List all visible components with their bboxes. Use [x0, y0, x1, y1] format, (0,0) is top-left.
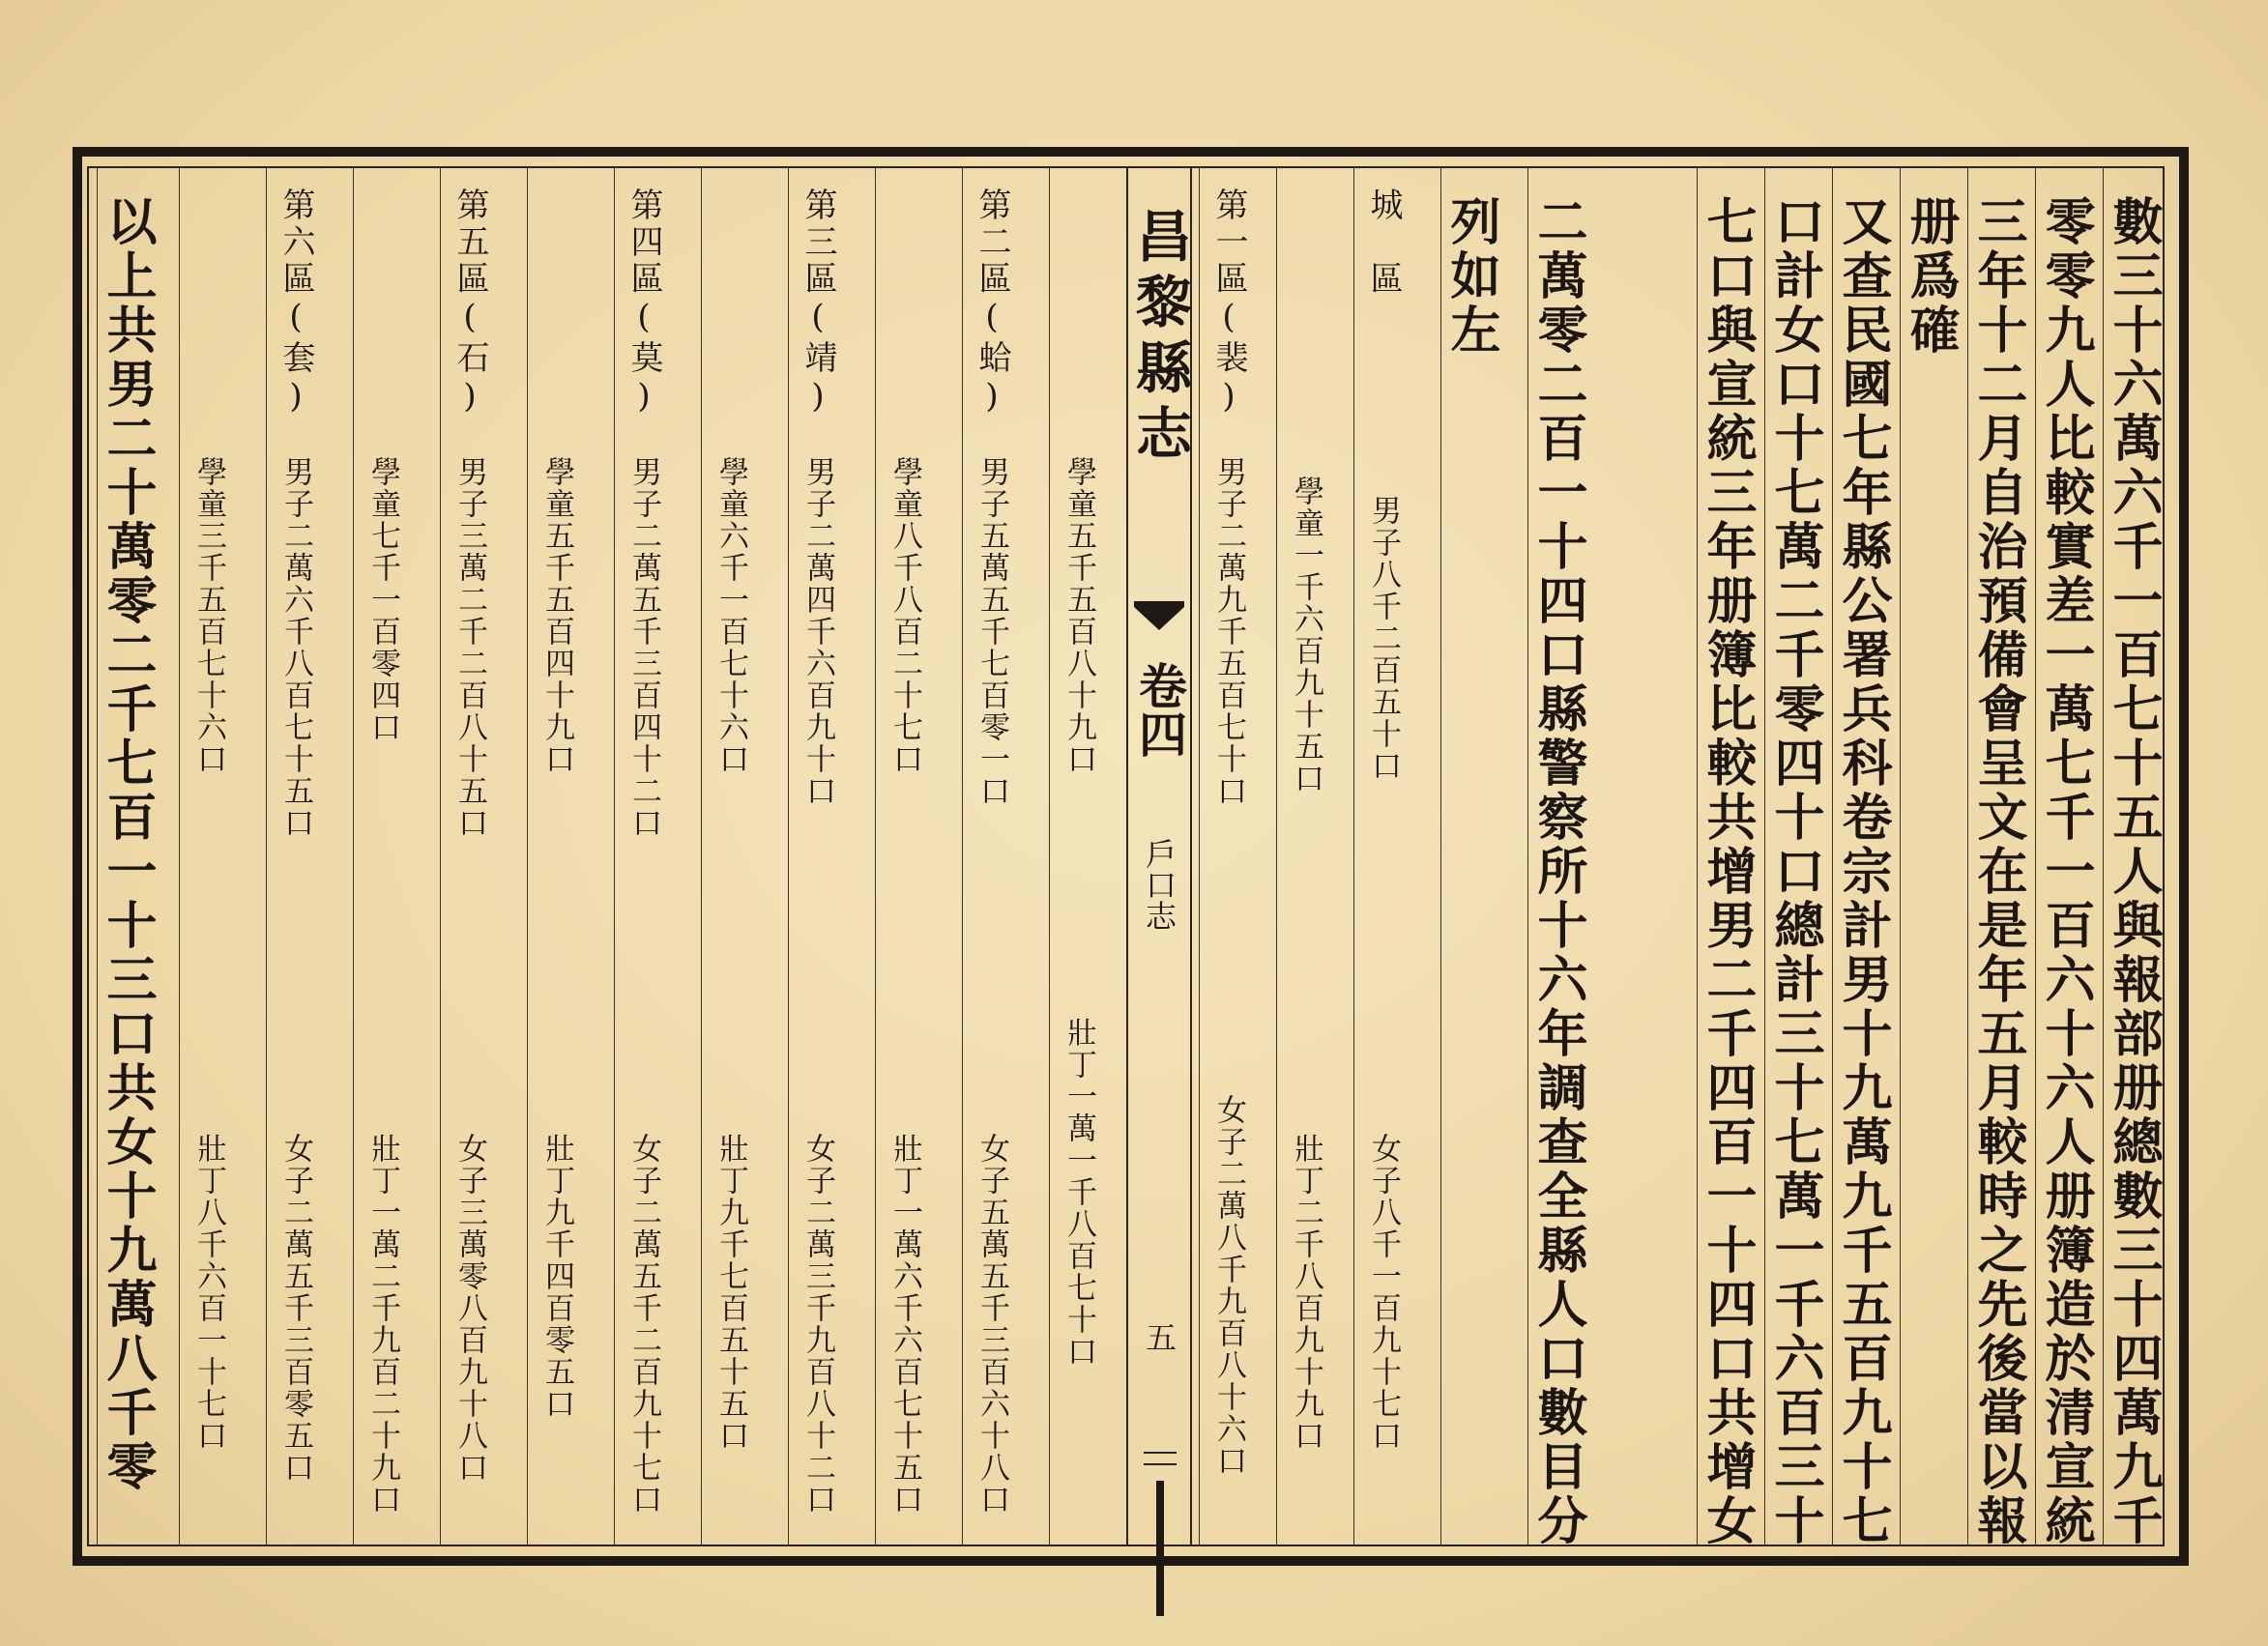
district-第一區	[1199, 166, 1258, 1546]
district-第六區-sub	[179, 166, 238, 1546]
text-column	[1440, 166, 1499, 1546]
entry-adult-men: 壯丁二千八百九十九口	[1289, 1133, 1323, 1452]
district-第三區	[788, 166, 847, 1546]
district-城區-sub	[1276, 166, 1335, 1546]
entry-adult-men: 壯丁九千四百零五口	[539, 1133, 574, 1420]
entry-female: 女子五萬五千三百六十八口	[974, 1133, 1009, 1516]
text-line: 列如左	[1441, 195, 1500, 358]
text-column	[1764, 166, 1823, 1546]
entry-adult-men: 壯丁一萬一千八百七十口	[1061, 1017, 1096, 1368]
entry-adult-men: 壯丁一萬二千九百二十九口	[365, 1133, 400, 1516]
district-heading: 第一區(裴)	[1209, 188, 1248, 419]
book-title: 昌黎縣志	[1126, 207, 1192, 470]
district-heading: 第六區(套)	[276, 188, 315, 419]
fold-marker-bar	[1156, 1481, 1164, 1616]
district-heading: 第二區(蛤)	[973, 188, 1011, 419]
entry-adult-men: 壯丁八千六百一十七口	[191, 1133, 226, 1452]
entry-male: 男子二萬四千六百九十口	[800, 456, 835, 807]
text-column	[2035, 166, 2094, 1546]
text-column	[1900, 166, 1959, 1546]
entry-female: 女子二萬八千九百八十六口	[1211, 1094, 1246, 1477]
text-line: 册爲確	[1901, 195, 1960, 358]
district-第一區-sub	[1049, 166, 1108, 1546]
text-line: 零零九人比較實差一萬七千一百六十六人册簿造於清宣統	[2036, 195, 2095, 1548]
fold-marker-lines	[1144, 1452, 1177, 1465]
text-column	[97, 166, 156, 1546]
entry-male: 男子二萬六千八百七十五口	[278, 456, 313, 839]
text-column	[2103, 166, 2162, 1546]
district-第三區-sub	[701, 166, 760, 1546]
text-line: 又查民國七年縣公署兵科卷宗計男十九萬九千五百九十七	[1833, 195, 1892, 1548]
entry-students: 學童五千五百四十九口	[539, 456, 574, 775]
entry-male: 男子二萬五千三百四十二口	[626, 456, 661, 839]
text-column	[1832, 166, 1891, 1546]
district-城區	[1353, 166, 1412, 1546]
entry-female: 女子三萬零八百九十八口	[452, 1133, 487, 1484]
section-title: 戶口志	[1141, 838, 1178, 931]
text-line: 三年十二月自治預備會呈文在是年五月較時之先後當以報	[1968, 195, 2027, 1548]
fishtail-ornament	[1134, 601, 1184, 630]
text-column	[1697, 166, 1756, 1546]
district-第五區-sub	[353, 166, 412, 1546]
entry-students: 學童六千一百七十六口	[713, 456, 748, 775]
entry-adult-men: 壯丁九千七百五十五口	[713, 1133, 748, 1452]
entry-students: 學童八千八百二十七口	[887, 456, 922, 775]
text-line: 口計女口十七萬二千零四十口總計三十七萬一千六百三十	[1765, 195, 1824, 1548]
volume-label: 卷四	[1131, 661, 1188, 758]
total-line: 以上共男二十萬零二千七百一十三口共女十九萬八千零	[98, 195, 157, 1494]
entry-male: 男子二萬九千五百七十口	[1211, 456, 1246, 807]
center-fold	[1126, 166, 1192, 1546]
entry-female: 女子二萬五千三百零五口	[278, 1133, 313, 1484]
entry-male: 男子八千二百五十口	[1366, 495, 1401, 782]
district-第四區	[614, 166, 673, 1546]
text-column	[1527, 166, 1586, 1546]
district-第六區	[266, 166, 325, 1546]
entry-students: 學童三千五百七十六口	[191, 456, 226, 775]
entry-male: 男子五萬五千七百零一口	[974, 456, 1009, 807]
entry-male: 男子三萬二千二百八十五口	[452, 456, 487, 839]
district-第五區	[440, 166, 499, 1546]
district-heading: 第三區(靖)	[799, 188, 837, 419]
district-heading: 第五區(石)	[451, 188, 489, 419]
text-line: 數三十六萬六千一百七十五人與報部册總數三十四萬九千	[2104, 195, 2163, 1548]
district-第二區	[962, 166, 1021, 1546]
district-heading: 城 區	[1364, 188, 1403, 298]
district-第四區-sub	[527, 166, 586, 1546]
district-第二區-sub	[875, 166, 934, 1546]
text-line: 七口與宣統三年册簿比較共增男二千四百一十四口共增女	[1698, 195, 1757, 1548]
entry-students: 學童五千五百八十九口	[1061, 456, 1096, 775]
text-column	[1967, 166, 2026, 1546]
district-heading: 第四區(莫)	[625, 188, 663, 419]
page-number: 五	[1141, 1321, 1178, 1352]
entry-students: 學童一千六百九十五口	[1289, 476, 1323, 794]
entry-female: 女子八千一百九十七口	[1366, 1133, 1401, 1452]
entry-students: 學童七千一百零四口	[365, 456, 400, 743]
entry-female: 女子二萬三千九百八十二口	[800, 1133, 835, 1516]
entry-female: 女子二萬五千二百九十七口	[626, 1133, 661, 1516]
text-line: 二萬零二百一十四口縣警察所十六年調查全縣人口數目分	[1528, 195, 1587, 1548]
entry-adult-men: 壯丁一萬六千六百七十五口	[887, 1133, 922, 1516]
